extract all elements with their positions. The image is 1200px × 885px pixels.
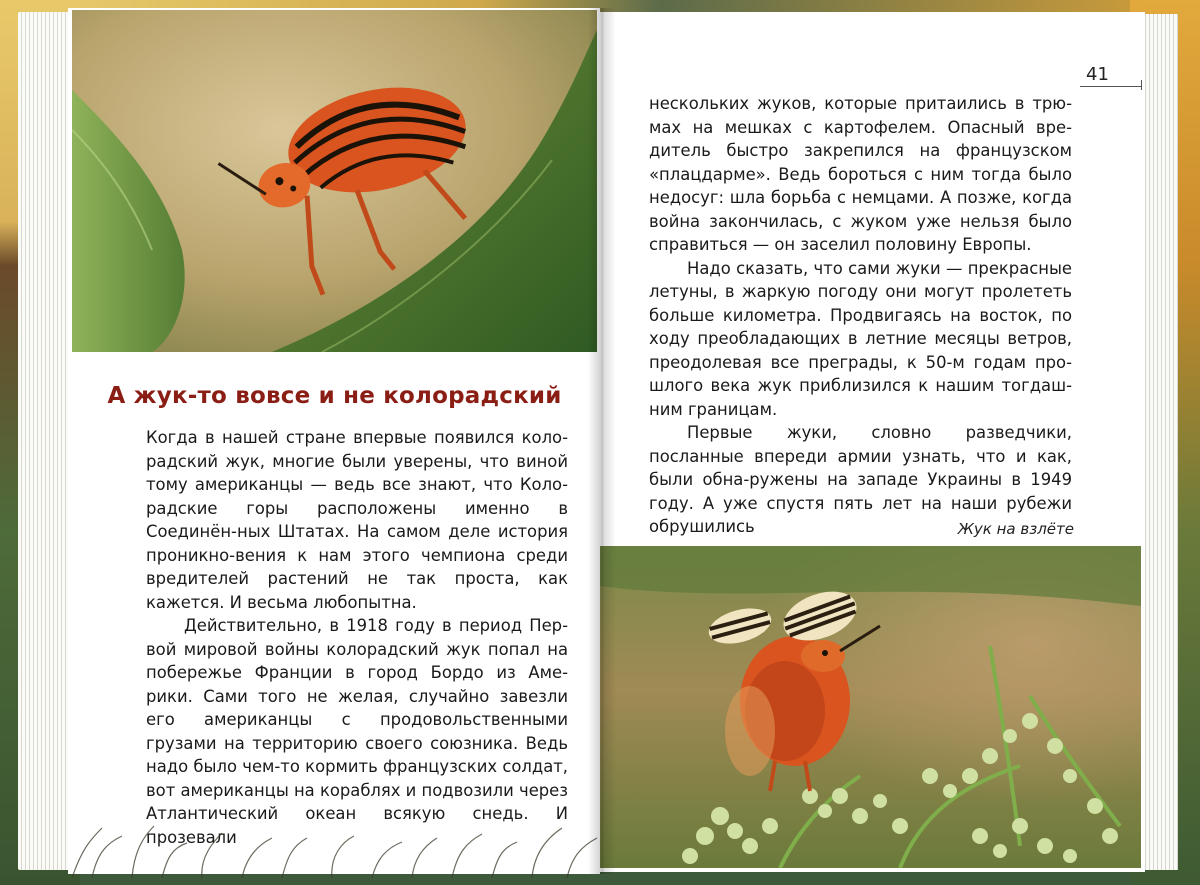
chapter-heading: А жук-то вовсе и не колорадский bbox=[107, 383, 562, 410]
left-page-body bbox=[146, 426, 568, 849]
beetle-taking-off-photo bbox=[600, 546, 1141, 868]
right-page-body bbox=[649, 92, 1072, 539]
paragraph: Когда в нашей стране впервые появился коло-радский жук, многие были уверены, что виной тому американцы — ведь все знают, что Коло-радские горы расположены именно в Соединён-ных Штатах. На самом деле история проникно-вения к нам этого чемпиона среди вредителей растений не так проста, как кажется. И весьма любопытна. bbox=[146, 428, 568, 612]
paragraph: нескольких жуков, которые притаились в трю-мах на мешках с картофелем. Опасный вре-дитель быстро закрепился на французском «плацдарме». Ведь бороться с ним тогда было недосуг: шла борьба с немцами. А позже, когда война закончилась, с жуком уже нельзя было справиться — он заселил половину Европы. bbox=[649, 94, 1072, 254]
paragraph: Надо сказать, что сами жуки — прекрасные летуны, в жаркую погоду они могут пролететь больше километра. Продвигаясь на восток, по ходу преобладающих в летние месяцы ветров, преодолевая все преграды, к 50-м годам про-шлого века жук приблизился к нашим тогдаш-ним границам. bbox=[649, 258, 1072, 419]
page-number: 41 bbox=[1086, 64, 1109, 85]
page-number-rule bbox=[1080, 86, 1142, 87]
paragraph: Действительно, в 1918 году в период Пер-вой мировой войны колорадский жук попал на побережье Франции в город Бордо из Аме-рики. Сами того не желая, случайно завезли его американцы с продовольственными грузами на территорию своего союзника. Ведь надо было чем-то кормить французских солдат, вот американцы на кораблях и подвозили через Атлантический океан всякую снедь. И прозевали bbox=[146, 616, 568, 847]
grass-decoration bbox=[72, 808, 600, 878]
paragraph: Первые жуки, словно разведчики, посланные впереди армии узнать, что и как, были обна-ружены на западе Украины в 1949 году. А уже спустя пять лет на наши рубежи обрушились bbox=[649, 423, 1072, 536]
page-number-tick bbox=[1141, 80, 1142, 90]
photo-caption: Жук на взлёте bbox=[957, 520, 1074, 538]
beetle-on-leaf-photo bbox=[72, 10, 597, 352]
